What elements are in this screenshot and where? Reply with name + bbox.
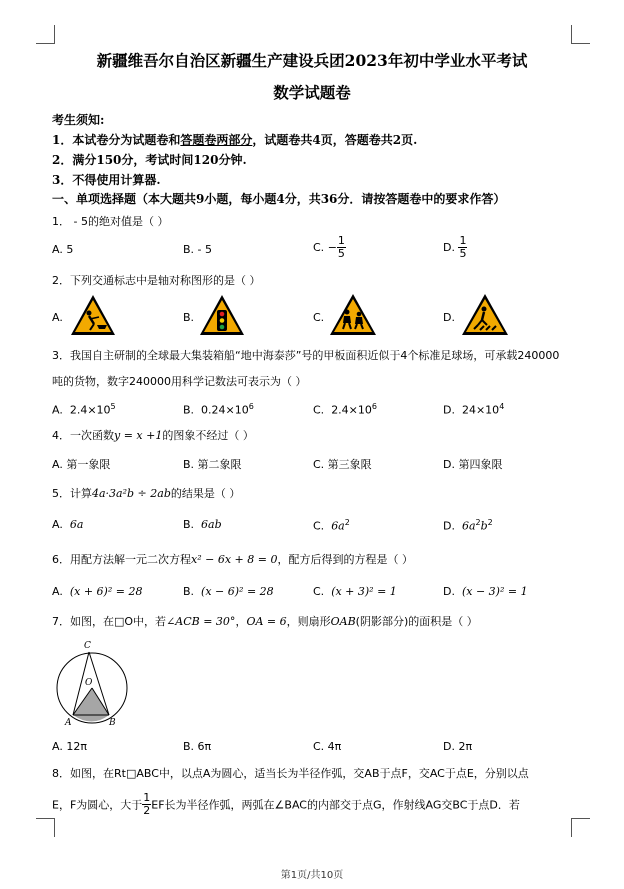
question-1-stem: 1． - 5的绝对值是（ ） [52, 215, 169, 228]
q1-option-c-label: C. [313, 241, 325, 254]
q4-stem-b: 的图象不经过（ ） [162, 429, 254, 442]
q5-b-label: B. [183, 518, 195, 531]
q3-b-label: B. [183, 403, 195, 417]
q3-a-base: 2.4×10 [69, 403, 111, 417]
q7-label-b: B [109, 718, 116, 728]
q6-option-a [52, 585, 142, 598]
q3-option-a [52, 402, 116, 417]
q7-stem-sep: ， [235, 615, 247, 628]
q5-d-base2: b [480, 519, 488, 533]
q7-sector-name: OAB [330, 615, 356, 628]
q5-c-label: C. [313, 519, 325, 533]
q6-option-d [443, 585, 528, 598]
q3-d-label: D. [443, 403, 455, 417]
q6-a-label: A. [52, 585, 63, 598]
road-work-sign-icon [69, 293, 117, 337]
q7-option-d: D. 2π [443, 740, 473, 753]
q3-b-base: 0.24×10 [201, 403, 249, 417]
q4-option-a: A. 第一象限 [52, 458, 111, 471]
school-children-sign-icon [328, 292, 378, 337]
q7-label-o: O [85, 678, 93, 688]
q3-c-exponent: 6 [371, 402, 377, 411]
question-3-stem-line2: 吨的货物，数字240000用科学记数法可表示为（ ） [52, 375, 307, 388]
q8-line2-b: EF长为半径作弧，两弧在∠BAC的内部交于点G，作射线AG交BC于点D．若 [151, 798, 520, 812]
q5-d-exponent2: 2 [487, 518, 493, 527]
q3-b-exponent: 6 [248, 402, 254, 411]
exam-title: 新疆维吾尔自治区新疆生产建设兵团2023年初中学业水平考试 [96, 51, 528, 70]
q5-option-d [443, 518, 493, 533]
question-8-line2 [52, 792, 520, 817]
notice-item-1-underlined: 答题卷两部分 [180, 133, 253, 147]
q3-option-d [443, 402, 504, 417]
q5-c-base: 6a [331, 519, 345, 533]
q8-line2-a: E，F为圆心，大于 [52, 798, 143, 812]
q7-stem-a: 7．如图，在□O中，若 [52, 615, 167, 628]
q2-option-d-label: D. [443, 311, 455, 324]
q8-numerator: 1 [143, 791, 151, 804]
q4-option-d: D. 第四象限 [443, 458, 503, 471]
q4-stem-a: 4．一次函数 [52, 429, 114, 442]
notice-item-2: 2．满分150分，考试时间120分钟. [52, 153, 247, 167]
q1-option-c [313, 235, 346, 260]
notice-item-1-text-a: 1．本试卷分为试题卷和 [52, 133, 181, 147]
q2-option-c-label: C. [313, 311, 325, 324]
notice-item-3: 3．不得使用计算器. [52, 173, 161, 187]
q1-option-c-fraction [337, 235, 346, 260]
pedestrian-crossing-sign-icon [460, 292, 510, 337]
q7-label-a: A [65, 718, 72, 728]
section-heading: 一、单项选择题（本大题共9小题，每小题4分，共36分．请按答题卷中的要求作答） [52, 192, 506, 206]
q5-d-label: D. [443, 519, 455, 533]
crop-mark-top-left [36, 25, 55, 44]
q1-c-denominator: 5 [337, 247, 345, 260]
q3-d-exponent: 4 [499, 402, 505, 411]
q6-b-value: (x − 6)² = 28 [201, 585, 274, 598]
question-5-stem [52, 485, 240, 501]
q1-option-a: A. 5 [52, 243, 74, 256]
q8-fraction [142, 792, 151, 817]
q5-a-value: 6a [69, 518, 84, 531]
q1-option-b: B. - 5 [183, 243, 213, 256]
q6-option-c [313, 585, 397, 598]
q1-option-d-label: D. [443, 241, 455, 254]
q5-option-a [52, 518, 83, 531]
q5-a-label: A. [52, 518, 63, 531]
question-7-stem [52, 613, 478, 629]
q8-denominator: 2 [143, 804, 151, 817]
question-6-stem [52, 551, 413, 567]
q5-d-base1: 6a [461, 519, 476, 533]
crop-mark-bottom-right [571, 818, 590, 837]
traffic-light-sign-icon [198, 293, 246, 337]
q7-radius: OA = 6 [246, 615, 287, 628]
q7-option-b: B. 6π [183, 740, 212, 753]
q1-option-d-fraction [458, 235, 467, 260]
q6-b-label: B. [183, 585, 195, 598]
q7-option-c: C. 4π [313, 740, 342, 753]
q5-c-exponent: 2 [344, 518, 350, 527]
q6-c-value: (x + 3)² = 1 [331, 585, 397, 598]
page-number: 第1页/共10页 [280, 870, 344, 881]
q5-expression: 4a·3a²b ÷ 2ab [92, 487, 171, 500]
q7-angle: ∠ACB = 30° [166, 615, 236, 628]
q6-equation: x² − 6x + 8 = 0 [191, 553, 278, 566]
q4-option-b: B. 第二象限 [183, 458, 242, 471]
q3-c-base: 2.4×10 [331, 403, 372, 417]
q4-function: y = x +1 [114, 429, 163, 442]
q6-a-value: (x + 6)² = 28 [69, 585, 143, 598]
notice-item-1 [52, 131, 417, 148]
q6-c-label: C. [313, 585, 325, 598]
q1-d-denominator: 5 [459, 247, 467, 260]
q7-label-c: C [84, 641, 91, 651]
q7-circle-figure [48, 636, 138, 728]
crop-mark-bottom-left [36, 818, 55, 837]
q6-stem-a: 6．用配方法解一元二次方程 [52, 553, 191, 566]
q2-option-b-label: B. [183, 311, 195, 324]
question-3-stem-line1: 3．我国自主研制的全球最大集装箱船“地中海泰莎”号的甲板面积近似于4个标准足球场，可承载240000 [52, 349, 560, 362]
q1-option-d [443, 235, 467, 260]
q3-a-label: A. [52, 403, 63, 417]
q3-a-exponent: 5 [110, 402, 116, 411]
q5-stem-a: 5．计算 [52, 487, 92, 500]
q3-option-c [313, 402, 377, 417]
q7-stem-b: ，则扇形 [286, 615, 331, 628]
q3-c-label: C. [313, 403, 325, 417]
q6-option-b [183, 585, 274, 598]
q6-d-value: (x − 3)² = 1 [461, 585, 528, 598]
notice-item-1-text-b: ，试题卷共4页，答题卷共2页. [252, 133, 418, 147]
q6-d-label: D. [443, 585, 455, 598]
q1-d-numerator: 1 [459, 234, 467, 247]
q6-stem-b: ，配方后得到的方程是（ ） [277, 553, 413, 566]
q2-option-a-label: A. [52, 311, 63, 324]
q5-stem-b: 的结果是（ ） [170, 487, 241, 500]
question-8-line1: 8．如图，在Rt□ABC中，以点A为圆心，适当长为半径作弧，交AB于点F，交AC于点E，分别以点 [52, 767, 529, 780]
q1-option-c-sign: − [327, 241, 337, 254]
crop-mark-top-right [571, 25, 590, 44]
q1-c-numerator: 1 [337, 234, 345, 247]
notice-heading: 考生须知: [52, 113, 105, 127]
q5-option-b [183, 518, 222, 531]
q5-b-value: 6ab [201, 518, 222, 531]
question-4-stem [52, 427, 254, 443]
q3-option-b [183, 402, 254, 417]
question-2-stem: 2．下列交通标志中是轴对称图形的是（ ） [52, 274, 261, 287]
q3-d-base: 24×10 [461, 403, 500, 417]
q5-option-c [313, 518, 350, 533]
q7-option-a: A. 12π [52, 740, 87, 753]
q7-stem-c: (阴影部分)的面积是（ ） [355, 615, 478, 628]
q4-option-c: C. 第三象限 [313, 458, 372, 471]
q5-d-exponent1: 2 [475, 518, 481, 527]
exam-subtitle: 数学试题卷 [273, 83, 351, 102]
